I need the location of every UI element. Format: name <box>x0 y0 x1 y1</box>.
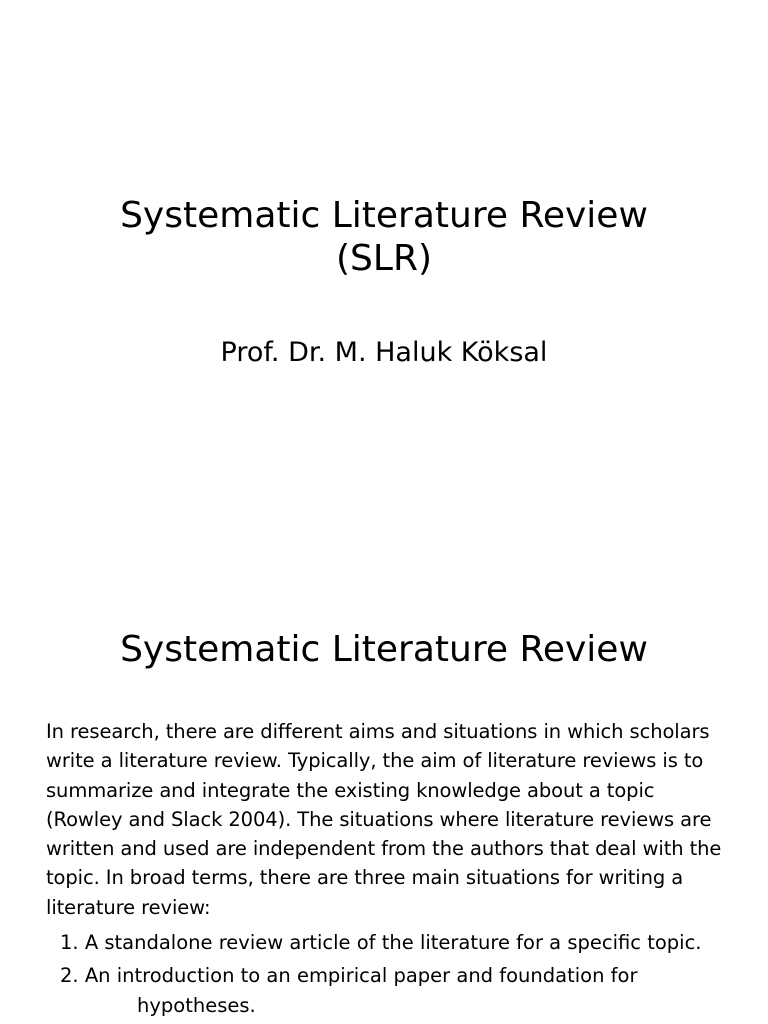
slide-1-subtitle: Prof. Dr. M. Haluk Köksal <box>220 337 548 368</box>
list-item <box>60 961 740 1020</box>
list-item-text: An introduction to an empirical paper and foundation for <box>84 964 638 988</box>
slide-1-title-line-2: (SLR) <box>335 238 432 279</box>
slide-1-title-line-1: Systematic Literature Review <box>120 195 648 236</box>
slide-2-title: Systematic Literature Review <box>120 629 648 670</box>
list-item-marker: 1. <box>60 931 79 954</box>
slide-2-body-text: In research, there are different aims and situations in which scholars write a literature review. Typically, the aim of literature reviews is to summarize and integrate the existing knowledge about a topic (Rowley and Slack 2004). The situations where literature reviews are written and used are independent from the authors that deal with the topic. In broad terms, there are three main situations for writing a literature review: <box>46 720 722 919</box>
list-item-continuation: hypotheses. <box>137 993 256 1017</box>
slide-2 <box>0 576 768 1024</box>
slide-1-title <box>0 194 768 280</box>
list-item <box>60 928 740 957</box>
slide-2-list <box>60 928 740 1024</box>
list-item-text: A standalone review article of the literature for a specific topic. <box>84 931 702 954</box>
list-item-marker: 2. <box>60 964 79 988</box>
